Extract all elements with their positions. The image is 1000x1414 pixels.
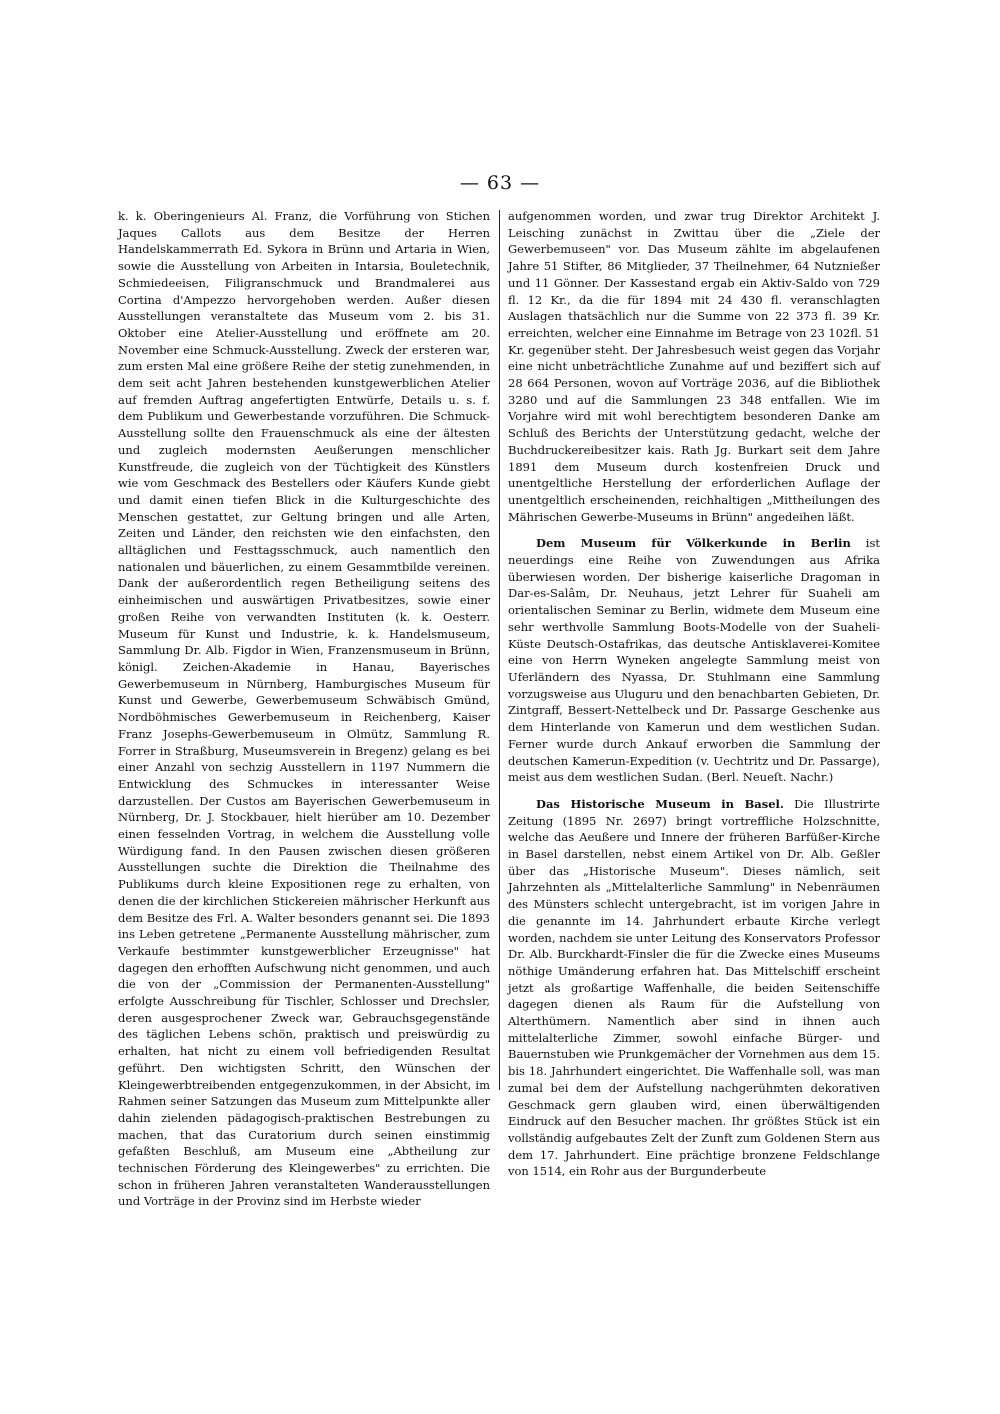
basel-museum-heading: Das Historische Museum in Basel.	[536, 796, 784, 811]
basel-museum-section	[508, 796, 880, 1180]
berlin-museum-section	[508, 535, 880, 786]
page-number: — 63 —	[459, 172, 541, 194]
berlin-museum-body: ist neuerdings eine Reihe von Zuwendungen aus Afrika überwiesen worden. Der bisherige kaiserliche Dragoman in Dar-es-Salâm, Dr. Neuhaus, jetzt Lehrer für Suaheli am orientalischen Seminar zu Berlin, widmete dem Museum eine sehr werthvolle Sammlung Boots-Modelle von der Suaheli-Küste Deutsch-Ostafrikas, das deutsche Antisklaverei-Komitee eine von Herrn Wyneken angelegte Sammlung meist von Uferländern des Nyassa, Dr. Stuhlmann eine Sammlung vorzugsweise aus Uluguru und den benachbarten Gebieten, Dr. Zintgraff, Bessert-Nettelbeck und Dr. Passarge Geschenke aus dem Hinterlande von Kamerun und dem westlichen Sudan. Ferner wurde durch Ankauf erworben die Sammlung der deutschen Kamerun-Expedition (v. Uechtritz und Dr. Passarge), meist aus dem westlichen Sudan. (Berl. Neueſt. Nachr.)	[508, 536, 880, 785]
berlin-museum-heading: Dem Museum für Völkerkunde in Berlin	[536, 536, 851, 551]
column-divider	[499, 210, 500, 1090]
left-paragraph: k. k. Oberingenieurs Al. Franz, die Vorführung von Stichen Jaques Callots aus dem Besitze der Herren Handelskammerrath Ed. Sykora in Brünn und Artaria in Wien, sowie die Ausstellung von Arbeiten in Intarsia, Bouletechnik, Schmiedeeisen, Filigranschmuck und Brandmalerei aus Cortina d'Ampezzo hervorgehoben werden. Außer diesen Ausstellungen veranstaltete das Museum vom 2. bis 31. Oktober eine Atelier-Ausstellung und eröffnete am 20. November eine Schmuck-Ausstellung. Zweck der ersteren war, zum ersten Mal eine größere Reihe der stetig zunehmenden, in dem seit acht Jahren bestehenden kunstgewerblichen Atelier auf fremden Auftrag angefertigten Entwürfe, Details u. s. f. dem Publikum und Gewerbestande vorzuführen. Die Schmuck-Ausstellung sollte den Frauenschmuck als eine der ältesten und zugleich modernsten Aeußerungen menschlicher Kunstfreude, die zugleich von der Tüchtigkeit des Künstlers wie vom Geschmack des Bestellers oder Käufers Kunde giebt und damit einen tiefen Blick in die Kulturgeschichte des Menschen gestattet, zur Geltung bringen und alle Arten, Zeiten und Länder, den reichsten wie den einfachsten, den alltäglichen und Festtagsschmuck, auch namentlich den nationalen und bäuerlichen, zu einem Gesammtbilde vereinen. Dank der außerordentlich regen Betheiligung seitens des einheimischen und auswärtigen Privatbesitzes, sowie einer großen Reihe von verwandten Instituten (k. k. Oesterr. Museum für Kunst und Industrie, k. k. Handelsmuseum, Sammlung Dr. Alb. Figdor in Wien, Franzensmuseum in Brünn, königl. Zeichen-Akademie in Hanau, Bayerisches Gewerbemuseum in Nürnberg, Hamburgisches Museum für Kunst und Gewerbe, Gewerbemuseum Schwäbisch Gmünd, Nordböhmisches Gewerbemuseum in Reichenberg, Kaiser Franz Josephs-Gewerbemuseum in Olmütz, Sammlung R. Forrer in Straßburg, Museumsverein in Bregenz) gelang es bei einer Anzahl von sechzig Ausstellern in 1197 Nummern die Entwicklung des Schmuckes in interessanter Weise darzustellen. Der Custos am Bayerischen Gewerbemuseum in Nürnberg, Dr. J. Stockbauer, hielt hierüber am 10. Dezember einen fesselnden Vortrag, in welchem die Ausstellung volle Würdigung fand. In den Pausen zwischen diesen größeren Ausstellungen suchte die Direktion die Theilnahme des Publikums durch kleine Expositionen rege zu erhalten, von denen die der kirchlichen Stickereien mährischer Herkunft aus dem Besitze des Frl. A. Walter besonders genannt sei. Die 1893 ins Leben getretene „Permanente Ausstellung mährischer, zum Verkaufe bestimmter kunstgewerblicher Erzeugnisse" hat dagegen den erhofften Aufschwung nicht genommen, und auch die von der „Commission der Permanenten-Ausstellung" erfolgte Ausschreibung für Tischler, Schlosser und Drechsler, deren ausgesprochener Zweck war, Gebrauchsgegenstände des täglichen Lebens schön, praktisch und preiswürdig zu erhalten, hat nicht zu einem voll befriedigenden Resultat geführt. Den wichtigsten Schritt, den Wünschen der Kleingewerbtreibenden entgegenzukommen, in der Absicht, im Rahmen seiner Satzungen das Museum zum Mittelpunkte aller dahin zielenden pädagogisch-praktischen Bestrebungen zu machen, that das Curatorium durch seinen einstimmig gefaßten Beschluß, am Museum eine „Abtheilung zur technischen Förderung des Kleingewerbes" zu errichten. Die schon in früheren Jahren veranstalteten Wanderausstellungen und Vorträge in der Provinz sind im Herbste wieder	[118, 209, 490, 1209]
right-column	[508, 208, 880, 1180]
left-column	[118, 208, 490, 1210]
right-paragraph: aufgenommen worden, und zwar trug Direktor Architekt J. Leisching zunächst in Zwittau über die „Ziele der Gewerbemuseen" vor. Das Museum zählte im abgelaufenen Jahre 51 Stifter, 86 Mitglieder, 37 Theilnehmer, 64 Nutznießer und 11 Gönner. Der Kassestand ergab ein Aktiv-Saldo von 729 fl. 12 Kr., da die für 1894 mit 24 430 fl. veranschlagten Auslagen thatsächlich nur die Summe von 22 373 fl. 39 Kr. erreichten, welcher eine Einnahme im Betrage von 23 102fl. 51 Kr. gegenüber steht. Der Jahresbesuch weist gegen das Vorjahr eine nicht unbeträchtliche Zunahme auf und beziffert sich auf 28 664 Personen, wovon auf Vorträge 2036, auf die Bibliothek 3280 und auf die Sammlungen 23 348 entfallen. Wie im Vorjahre wird mit wohl berechtigtem besonderen Danke am Schluß des Berichts der Unterstützung gedacht, welche der Buchdruckereibesitzer kais. Rath Jg. Burkart seit dem Jahre 1891 dem Museum durch kostenfreien Druck und unentgeltliche Herstellung der erforderlichen Auflage der unentgeltlich erscheinenden, reichhaltigen „Mittheilungen des Mährischen Gewerbe-Museums in Brünn" angedeihen läßt.	[508, 209, 880, 524]
basel-museum-body: Die Illustrirte Zeitung (1895 Nr. 2697) bringt vortreffliche Holzschnitte, welche das Aeußere und Innere der früheren Barfüßer-Kirche in Basel darstellen, nebst einem Artikel von Dr. Alb. Geßler über das „Historische Museum". Dieses nämlich, seit Jahrzehnten als „Mittelalterliche Sammlung" in Nebenräumen des Münsters schlecht untergebracht, ist im vorigen Jahre in die genannte im 14. Jahrhundert erbaute Kirche verlegt worden, nachdem sie unter Leitung des Konservators Professor Dr. Alb. Burckhardt-Finsler die für die Zwecke eines Museums nöthige Umänderung erfahren hat. Das Mittelschiff erscheint jetzt als großartige Waffenhalle, die beiden Seitenschiffe dagegen dienen als Raum für die Aufstellung von Alterthümern. Namentlich aber sind in ihnen auch mittelalterliche Zimmer, sowohl einfache Bürger- und Bauernstuben wie Prunkgemächer der Vornehmen aus dem 15. bis 18. Jahrhundert eingerichtet. Die Waffenhalle soll, was man zumal bei dem der Aufstellung nachgerühmten dekorativen Geschmack gern glauben wird, einen überwältigenden Eindruck auf den Besucher machen. Ihr größtes Stück ist ein vollständig aufgebautes Zelt der Zunft zum Goldenen Stern aus dem 17. Jahrhundert. Eine prächtige bronzene Feldschlange von 1514, ein Rohr aus der Burgunderbeute	[508, 796, 880, 1179]
